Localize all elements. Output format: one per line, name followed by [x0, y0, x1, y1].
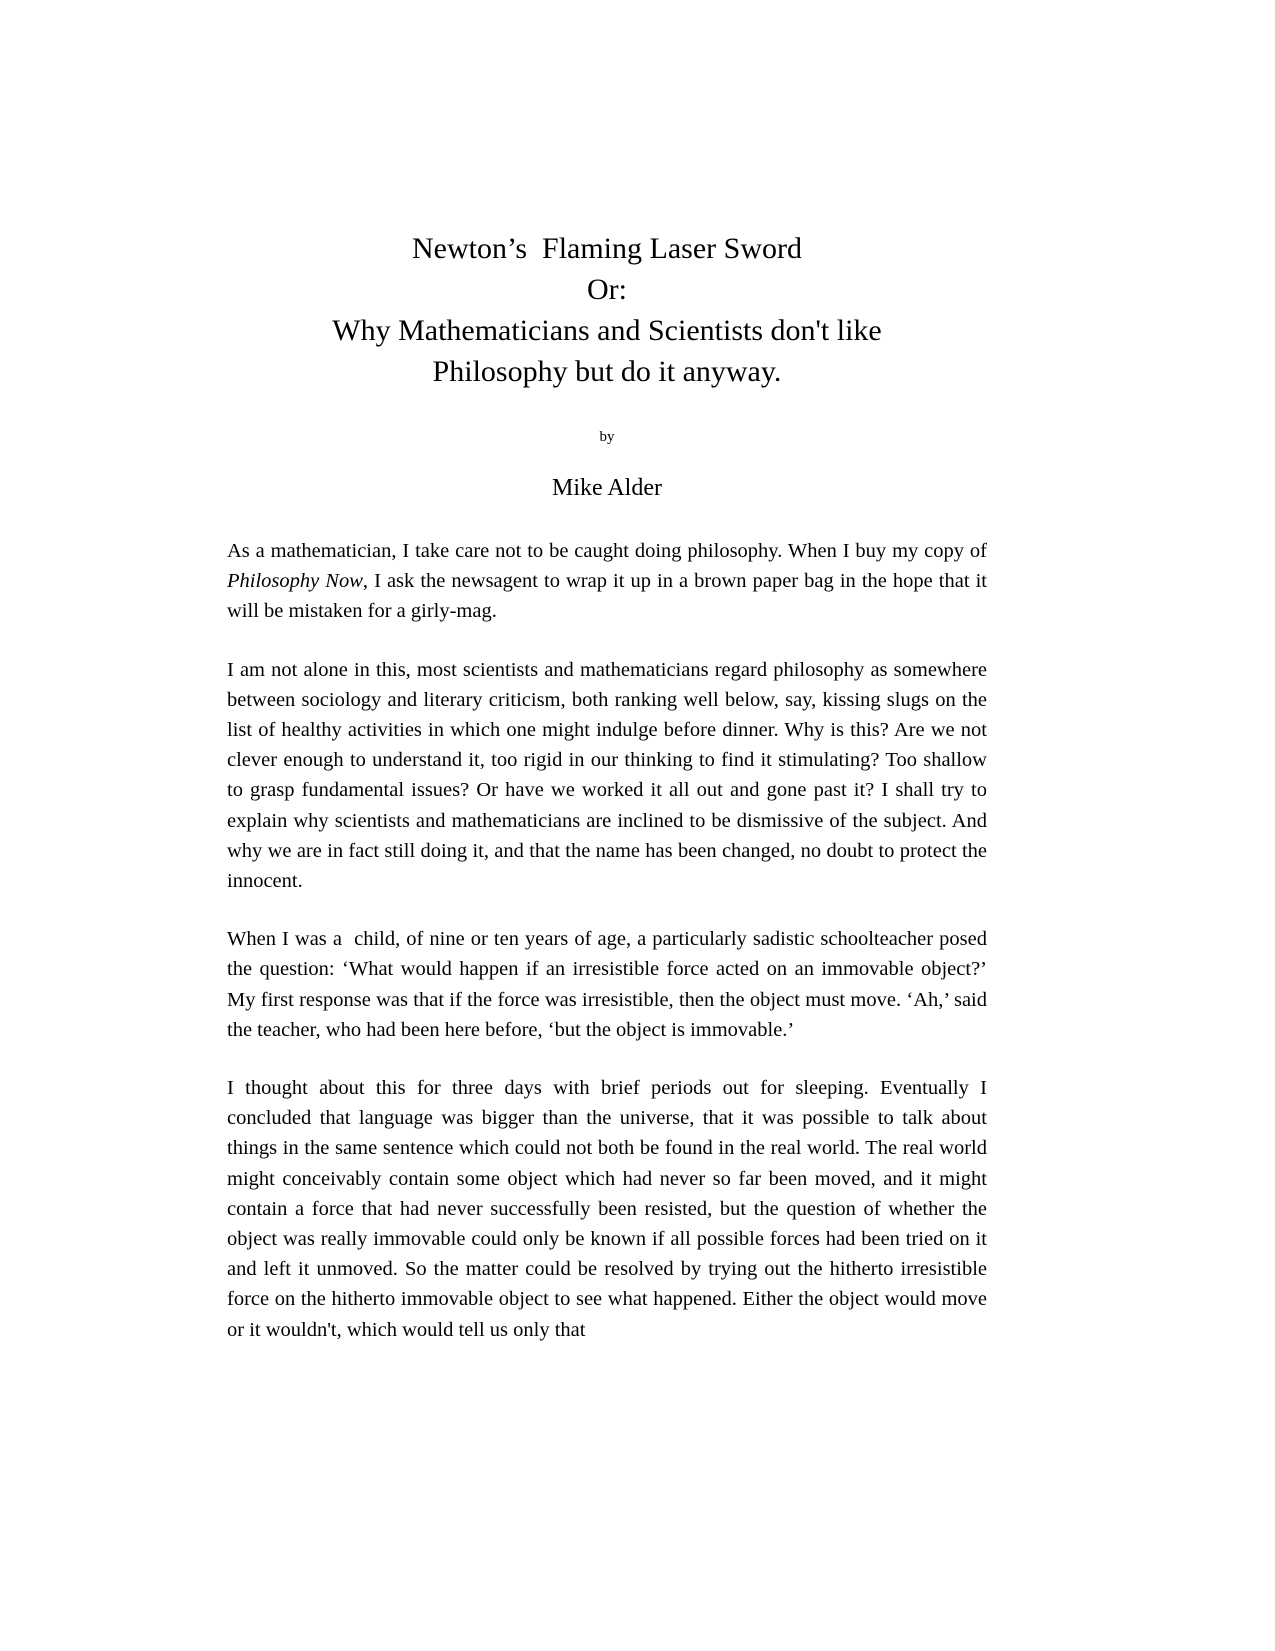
author-name: Mike Alder — [552, 475, 662, 501]
paragraph-1: As a mathematician, I take care not to be caught doing philosophy. When I buy my copy of Philosophy Now, I ask the newsagent to wrap it up in a brown paper bag in the hope that it will be mistaken for a girly-mag. — [227, 540, 993, 623]
title-line-3: Why Mathematicians and Scientists don't like — [332, 314, 882, 347]
paragraph-2: I am not alone in this, most scientists and mathematicians regard philosophy as somewhere between sociology and literary criticism, both ranking well below, say, kissing slugs on the list of healthy activities in which one might indulge before dinner. Why is this? Are we not clever enough to understand it, too rigid in our thinking to find it stimulating? Too shallow to grasp fundamental issues? Or have we worked it all out and gone past it? I shall try to explain why scientists and mathematicians are inclined to be dismissive of the subject. And why we are in fact still doing it, and that the name has been changed, no doubt to protect the innocent. — [227, 658, 993, 893]
paragraph-3: When I was a child, of nine or ten years of age, a particularly sadistic schoolteacher posed the question: ‘What would happen if an irresistible force acted on an immovable object?’ My first response was that if the force was irresistible, then the object must move. ‘Ah,’ said the teacher, who had been here before, ‘but the object is immovable.’ — [227, 928, 993, 1041]
document-body — [227, 536, 993, 1345]
title-line-4: Philosophy but do it anyway. — [432, 355, 782, 388]
byline-label: by — [599, 429, 615, 445]
page-content — [227, 0, 993, 1345]
title-line-1: Newton’s Flaming Laser Sword — [412, 232, 802, 265]
title-line-2: Or: — [587, 273, 627, 306]
document-title — [227, 0, 987, 392]
paragraph-4: I thought about this for three days with brief periods out for sleeping. Eventually I concluded that language was bigger than the universe, that it was possible to talk about things in the same sentence which could not both be found in the real world. The real world might conceivably contain some object which had never so far been moved, and it might contain a force that had never successfully been resisted, but the question of whether the object was really immovable could only be known if all possible forces had been tried on it and left it unmoved. So the matter could be resolved by trying out the hitherto irresistible force on the hitherto immovable object to see what happened. Either the object would move or it wouldn't, which would tell us only that — [227, 1077, 993, 1341]
italic-phrase: Philosophy Now — [227, 570, 363, 593]
